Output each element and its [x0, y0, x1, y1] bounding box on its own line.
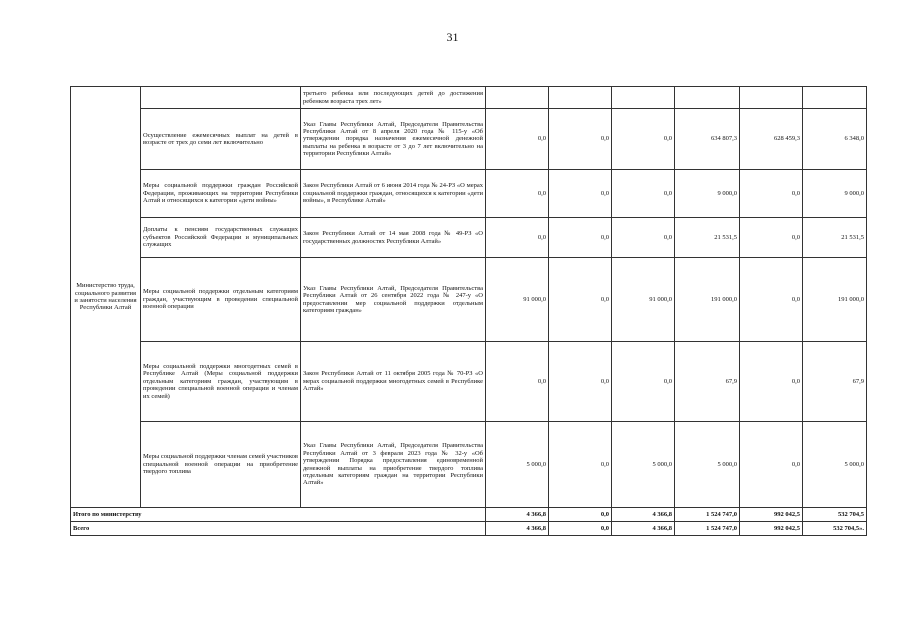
law-cell: Закон Республики Алтай от 14 мая 2008 года № 49-РЗ «О государственных должностях Республики Алтай» [301, 218, 486, 258]
total-value: 4 366,8 [612, 508, 675, 522]
value-cell [486, 87, 549, 109]
total-label: Всего [71, 522, 486, 536]
total-value: 4 366,8 [612, 522, 675, 536]
value-cell: 67,9 [803, 342, 867, 422]
value-cell: 5 000,0 [803, 422, 867, 508]
value-cell: 0,0 [740, 258, 803, 342]
value-cell: 0,0 [612, 218, 675, 258]
value-cell: 0,0 [612, 342, 675, 422]
page-number: 31 [446, 30, 459, 44]
value-cell: 5 000,0 [486, 422, 549, 508]
value-cell: 5 000,0 [675, 422, 740, 508]
value-cell [675, 87, 740, 109]
value-cell: 191 000,0 [803, 258, 867, 342]
value-cell: 67,9 [675, 342, 740, 422]
table-row [71, 422, 867, 508]
value-cell: 0,0 [486, 109, 549, 170]
value-cell: 91 000,0 [612, 258, 675, 342]
total-value: 4 366,8 [486, 522, 549, 536]
total-value: 532 704,5». [803, 522, 867, 536]
value-cell: 21 531,5 [803, 218, 867, 258]
measure-cell: Меры социальной поддержки отдельным категориям граждан, участвующим в проведении специальной военной операции [141, 258, 301, 342]
total-value: 532 704,5 [803, 508, 867, 522]
value-cell: 0,0 [612, 170, 675, 218]
value-cell: 634 807,3 [675, 109, 740, 170]
value-cell: 0,0 [549, 170, 612, 218]
measure-cell: Меры социальной поддержки членам семей участников специальной военной операции на приобретение твердого топлива [141, 422, 301, 508]
total-value: 992 042,5 [740, 522, 803, 536]
value-cell: 0,0 [549, 258, 612, 342]
value-cell: 0,0 [486, 218, 549, 258]
value-cell: 0,0 [549, 342, 612, 422]
value-cell: 0,0 [740, 218, 803, 258]
table-row [71, 342, 867, 422]
value-cell: 0,0 [740, 422, 803, 508]
total-value: 1 524 747,0 [675, 522, 740, 536]
measure-cell: Осуществление ежемесячных выплат на детей в возрасте от трех до семи лет включительно [141, 109, 301, 170]
value-cell: 9 000,0 [675, 170, 740, 218]
table-row [71, 87, 867, 109]
law-cell: Закон Республики Алтай от 11 октября 2005 года № 70-РЗ «О мерах социальной поддержки многодетных семей в Республике Алтай» [301, 342, 486, 422]
value-cell: 628 459,3 [740, 109, 803, 170]
value-cell: 6 348,0 [803, 109, 867, 170]
table-row [71, 109, 867, 170]
total-value: 4 366,8 [486, 508, 549, 522]
value-cell [740, 87, 803, 109]
value-cell: 191 000,0 [675, 258, 740, 342]
law-cell: третьего ребенка или последующих детей до достижения ребенком возраста трех лет» [301, 87, 486, 109]
measure-cell: Доплаты к пенсиям государственных служащих субъектов Российской Федерации и муниципальных служащих [141, 218, 301, 258]
value-cell: 0,0 [740, 342, 803, 422]
budget-table [70, 86, 867, 536]
value-cell [549, 87, 612, 109]
total-row-all [71, 522, 867, 536]
total-value: 992 042,5 [740, 508, 803, 522]
value-cell: 0,0 [549, 422, 612, 508]
measure-cell [141, 87, 301, 109]
value-cell: 91 000,0 [486, 258, 549, 342]
value-cell: 0,0 [549, 109, 612, 170]
total-value: 1 524 747,0 [675, 508, 740, 522]
total-row-ministry [71, 508, 867, 522]
total-value: 0,0 [549, 508, 612, 522]
value-cell: 5 000,0 [612, 422, 675, 508]
ministry-cell: Министерство труда, социального развития и занятости населения Республики Алтай [71, 87, 141, 508]
table-row [71, 218, 867, 258]
total-value: 0,0 [549, 522, 612, 536]
value-cell: 21 531,5 [675, 218, 740, 258]
total-label: Итого по министерству [71, 508, 486, 522]
table-row [71, 258, 867, 342]
value-cell [612, 87, 675, 109]
law-cell: Указ Главы Республики Алтай, Председателя Правительства Республики Алтай от 8 апреля 2020 года № 115-у «Об утверждении порядка назначения ежемесячной денежной выплаты на ребенка в возрасте от 3 до 7 лет включительно на территории Республики Алтай» [301, 109, 486, 170]
law-cell: Указ Главы Республики Алтай, Председателя Правительства Республики Алтай от 26 сентября 2022 года № 247-у «О предоставлении мер социальной поддержки отдельным категориям граждан» [301, 258, 486, 342]
value-cell: 0,0 [486, 342, 549, 422]
table-row [71, 170, 867, 218]
value-cell: 9 000,0 [803, 170, 867, 218]
value-cell: 0,0 [486, 170, 549, 218]
value-cell: 0,0 [740, 170, 803, 218]
value-cell: 0,0 [612, 109, 675, 170]
measure-cell: Меры социальной поддержки многодетных семей в Республике Алтай (Меры социальной поддержки отдельным категориям граждан, участвующим в проведении специальной военной операции и членам их семей) [141, 342, 301, 422]
law-cell: Указ Главы Республики Алтай, Председателя Правительства Республики Алтай от 3 февраля 2023 года № 32-у «Об утверждении Порядка предоставления единовременной денежной выплаты на приобретение твердого топлива отдельным категориям граждан на территории Республики Алтай» [301, 422, 486, 508]
value-cell [803, 87, 867, 109]
measure-cell: Меры социальной поддержки граждан Российской Федерации, проживающих на территории Республики Алтай и относящихся к категории «дети войны» [141, 170, 301, 218]
value-cell: 0,0 [549, 218, 612, 258]
law-cell: Закон Республики Алтай от 6 июня 2014 года № 24-РЗ «О мерах социальной поддержки граждан, относящихся к категории «дети войны», в Республике Алтай» [301, 170, 486, 218]
